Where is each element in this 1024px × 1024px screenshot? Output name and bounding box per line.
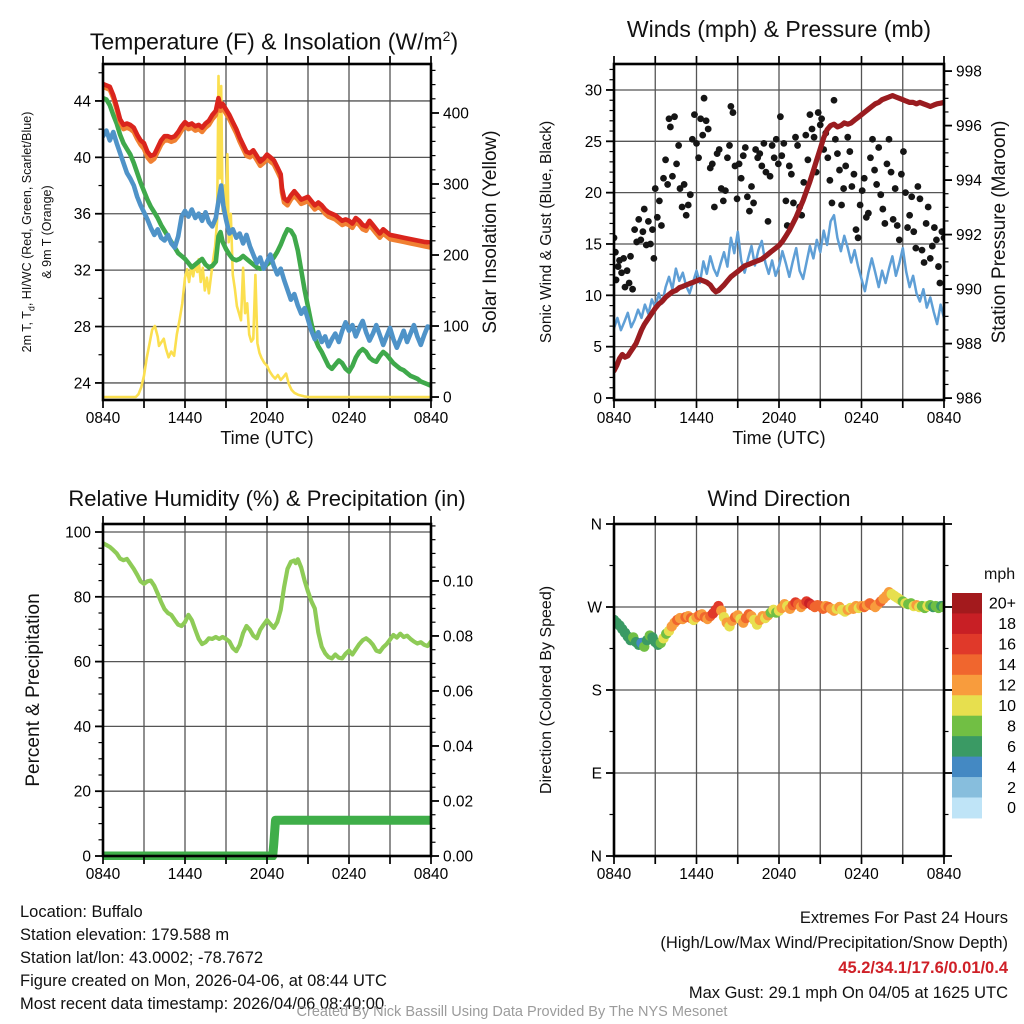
svg-text:0840: 0840 [85, 410, 121, 427]
colorbar-unit-label: mph [984, 566, 1016, 583]
svg-text:1440: 1440 [679, 866, 714, 883]
humidity-chart-title: Relative Humidity (%) & Precipitation (in) [68, 486, 466, 511]
svg-text:0.10: 0.10 [443, 573, 474, 591]
svg-text:988: 988 [956, 336, 982, 354]
temp-axis-post: , HI/WC (Red, Green, Scarlet/Blue) [19, 111, 34, 307]
svg-text:60: 60 [73, 654, 91, 672]
svg-text:400: 400 [443, 105, 469, 123]
credit-footer: Created By Nick Bassill Using Data Provided By The NYS Mesonet [296, 1004, 728, 1020]
svg-text:24: 24 [73, 375, 91, 393]
svg-text:0240: 0240 [331, 410, 367, 427]
svg-text:0840: 0840 [596, 410, 632, 427]
colorbar-label: 4 [1007, 759, 1016, 777]
svg-text:0.04: 0.04 [443, 738, 474, 756]
temp-title-close: ) [450, 28, 459, 55]
svg-text:80: 80 [73, 589, 91, 607]
svg-text:40: 40 [73, 149, 91, 167]
svg-text:W: W [587, 599, 602, 617]
data-timestamp: Most recent data timestamp: 2026/04/06 08:40:00 [20, 995, 385, 1013]
svg-text:2040: 2040 [249, 866, 285, 883]
temp-left-axis-line2: & 9m T (Orange) [39, 185, 54, 279]
temp-axis-pre: 2m T, T [19, 311, 34, 353]
svg-text:0240: 0240 [331, 866, 367, 883]
station-info [20, 901, 387, 1016]
svg-text:20: 20 [73, 783, 91, 801]
speed-colorbar [952, 593, 1016, 818]
colorbar-label: 14 [998, 657, 1016, 675]
svg-text:100: 100 [65, 524, 91, 542]
panel-0 [74, 56, 469, 427]
svg-text:0840: 0840 [413, 410, 449, 427]
svg-text:S: S [591, 682, 602, 700]
svg-text:0240: 0240 [844, 866, 879, 883]
svg-text:15: 15 [584, 236, 602, 254]
svg-text:0840: 0840 [596, 866, 632, 883]
svg-text:0.00: 0.00 [443, 848, 474, 866]
panel-3-x-tick-labels [587, 517, 961, 884]
colorbar-label: 2 [1007, 779, 1016, 797]
svg-text:986: 986 [956, 390, 982, 408]
svg-text:1440: 1440 [679, 410, 714, 427]
svg-text:30: 30 [584, 82, 602, 100]
wind-xaxis-label: Time (UTC) [732, 428, 826, 448]
panel-2-grid [103, 524, 431, 856]
svg-text:10: 10 [584, 287, 602, 305]
panel-3-grid [614, 524, 944, 856]
svg-text:200: 200 [443, 247, 469, 265]
svg-text:2040: 2040 [249, 410, 285, 427]
svg-text:0840: 0840 [926, 410, 962, 427]
temp-left-axis-label [20, 112, 55, 353]
station-location: Location: Buffalo [20, 903, 143, 921]
extremes-block [660, 906, 1008, 1006]
temp-left-axis-line1 [20, 112, 40, 353]
svg-text:2040: 2040 [761, 410, 797, 427]
extremes-values: 45.2/34.1/17.6/0.01/0.4 [838, 959, 1008, 977]
svg-text:1440: 1440 [167, 866, 203, 883]
svg-text:2040: 2040 [761, 866, 797, 883]
colorbar-label: 18 [998, 616, 1016, 634]
colorbar-label: 8 [1007, 718, 1016, 736]
svg-text:32: 32 [73, 262, 91, 280]
panel-2-x-tick-labels [65, 525, 473, 883]
svg-text:44: 44 [73, 93, 91, 111]
svg-text:0.08: 0.08 [443, 628, 474, 646]
svg-text:1440: 1440 [167, 410, 203, 427]
svg-text:N: N [590, 516, 602, 534]
station-elevation: Station elevation: 179.588 m [20, 926, 230, 944]
colorbar-label: 10 [998, 697, 1016, 715]
colorbar-label: 0 [1007, 800, 1016, 818]
percent-precip-axis-label: Percent & Precipitation [23, 593, 44, 787]
pressure-axis-label: Station Pressure (Maroon) [989, 120, 1010, 344]
svg-text:990: 990 [956, 281, 982, 299]
svg-text:0.02: 0.02 [443, 793, 474, 811]
extremes-title: Extremes For Past 24 Hours [799, 909, 1008, 927]
svg-text:996: 996 [956, 118, 982, 136]
temp-title-text: Temperature (F) & Insolation (W/m [89, 28, 443, 55]
direction-axis-label: Direction (Colored By Speed) [538, 585, 555, 795]
svg-text:0: 0 [82, 848, 91, 866]
svg-text:20: 20 [584, 185, 602, 203]
svg-text:100: 100 [443, 318, 469, 336]
svg-text:40: 40 [73, 718, 91, 736]
svg-text:0840: 0840 [413, 866, 449, 883]
svg-text:0: 0 [593, 390, 602, 408]
temp-axis-sub: d [26, 306, 37, 312]
colorbar-label: 6 [1007, 738, 1016, 756]
svg-text:5: 5 [593, 339, 602, 357]
direction-chart-title: Wind Direction [707, 486, 851, 511]
panel-2 [65, 516, 473, 883]
svg-text:E: E [591, 765, 602, 783]
sonic-wind-axis-label: Sonic Wind & Gust (Blue, Black) [538, 120, 555, 344]
svg-text:0.06: 0.06 [443, 683, 474, 701]
colorbar-label: 20+ [988, 595, 1016, 613]
svg-text:N: N [590, 848, 602, 866]
svg-text:25: 25 [584, 133, 602, 151]
colorbar-label: 12 [998, 677, 1016, 695]
svg-text:992: 992 [956, 227, 982, 245]
extremes-subtitle: (High/Low/Max Wind/Precipitation/Snow Depth) [660, 934, 1008, 952]
temp-xaxis-label: Time (UTC) [220, 428, 314, 448]
temp-title-sup: 2 [442, 28, 451, 44]
svg-text:998: 998 [956, 63, 982, 81]
svg-text:0840: 0840 [926, 866, 962, 883]
wind-chart-title: Winds (mph) & Pressure (mb) [626, 16, 932, 42]
svg-text:28: 28 [73, 319, 91, 337]
svg-text:0840: 0840 [85, 866, 121, 883]
svg-text:994: 994 [956, 172, 982, 190]
panel-1 [585, 56, 982, 427]
figure-created: Figure created on Mon, 2026-04-06, at 08:44 UTC [20, 972, 387, 990]
max-gust: Max Gust: 29.1 mph On 04/05 at 1625 UTC [688, 984, 1008, 1002]
colorbar-label: 16 [998, 636, 1016, 654]
temp-chart-title [90, 28, 458, 56]
insolation-axis-label: Solar Insolation (Yellow) [480, 130, 501, 334]
station-latlon: Station lat/lon: 43.0002; -78.7672 [20, 949, 264, 967]
svg-text:0240: 0240 [844, 410, 879, 427]
svg-text:300: 300 [443, 176, 469, 194]
panel-3 [587, 516, 1016, 883]
svg-text:36: 36 [73, 206, 91, 224]
svg-text:0: 0 [443, 389, 452, 407]
